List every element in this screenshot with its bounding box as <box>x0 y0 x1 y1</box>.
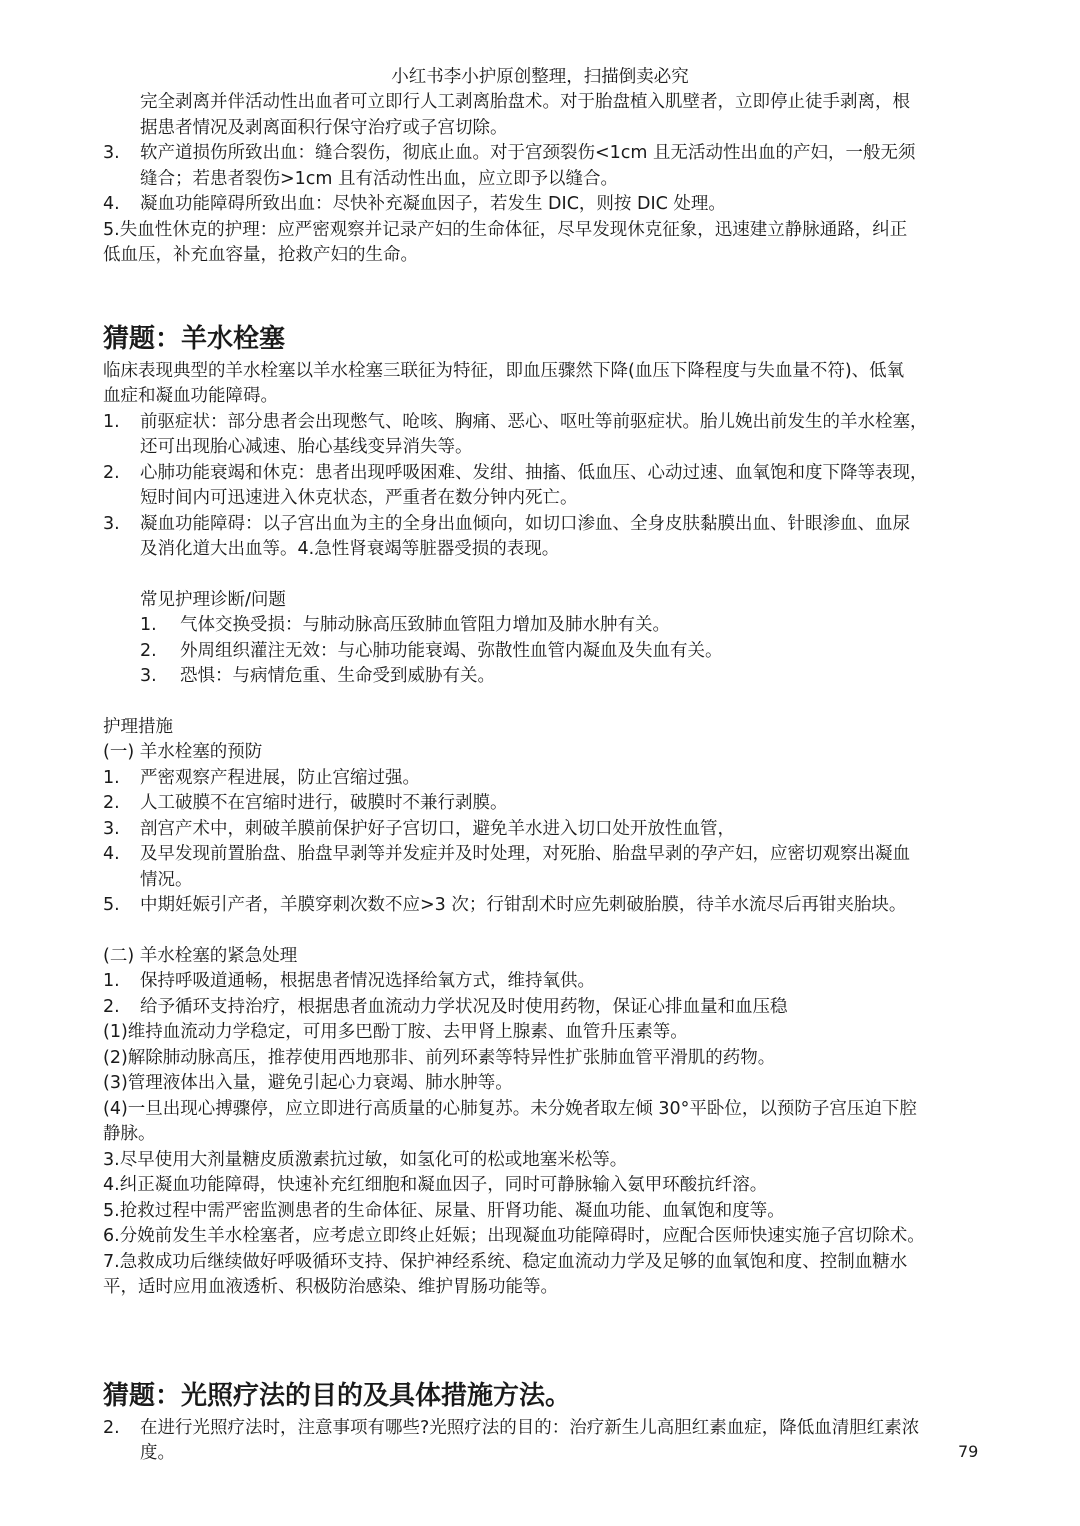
subheading-prevention: (一) 羊水栓塞的预防 <box>103 742 263 762</box>
page-header: 小红书李小护原创整理，扫描倒卖必究 <box>391 67 689 87</box>
paragraph-line: 平，适时应用血液透析、积极防治感染、维护胃肠功能等。 <box>103 1277 558 1297</box>
page-content <box>103 90 983 1467</box>
page-number: 79 <box>958 1442 979 1461</box>
paragraph-line: (3)管理液体出入量，避免引起心力衰竭、肺水肿等。 <box>103 1073 513 1093</box>
paragraph-line: 4.纠正凝血功能障碍，快速补充红细胞和凝血因子，同时可静脉输入氨甲环酸抗纤溶。 <box>103 1175 768 1195</box>
subheading-nursing-diagnosis: 常见护理诊断/问题 <box>140 589 286 610</box>
list-item: 1. 气体交换受损：与肺动脉高压致肺血管阻力增加及肺水肿有关。 <box>140 615 670 635</box>
paragraph-line: 7.急救成功后继续做好呼吸循环支持、保护神经系统、稳定血流动力学及足够的血氧饱和度、控制血糖水 <box>103 1251 908 1272</box>
paragraph-line: 3.尽早使用大剂量糖皮质激素抗过敏，如氢化可的松或地塞米松等。 <box>103 1149 628 1170</box>
paragraph-line: (2)解除肺动脉高压，推荐使用西地那非、前列环素等特异性扩张肺血管平滑肌的药物。 <box>103 1047 776 1068</box>
list-item: 4. 凝血功能障碍所致出血：尽快补充凝血因子，若发生 DIC，则按 DIC 处理。 <box>103 194 726 214</box>
paragraph-line: (4)一旦出现心搏骤停，应立即进行高质量的心肺复苏。未分娩者取左倾 30°平卧位，以预防子宫压迫下腔 <box>103 1098 917 1119</box>
list-item: 1. 前驱症状：部分患者会出现憋气、呛咳、胸痛、恶心、呕吐等前驱症状。胎儿娩出前发生的羊水栓塞， <box>103 411 928 432</box>
list-item: 3. 凝血功能障碍：以子宫出血为主的全身出血倾向，如切口渗血、全身皮肤黏膜出血、针眼渗血、血尿 <box>103 513 910 534</box>
list-item: 3. 剖宫产术中，刺破羊膜前保护好子宫切口，避免羊水进入切口处开放性血管， <box>103 818 735 839</box>
intro-line: 完全剥离并伴活动性出血者可立即行人工剥离胎盘术。对于胎盘植入肌壁者，立即停止徒手剥离，根 <box>140 92 910 112</box>
list-item-cont: 还可出现胎心减速、胎心基线变异消失等。 <box>140 437 473 457</box>
list-item: 2. 人工破膜不在宫缩时进行，破膜时不兼行剥膜。 <box>103 793 508 813</box>
paragraph-line: 5.抢救过程中需严密监测患者的生命体征、尿量、肝肾功能、凝血功能、血氧饱和度等。 <box>103 1200 785 1221</box>
list-item: 2. 心肺功能衰竭和休克：患者出现呼吸困难、发绀、抽搐、低血压、心动过速、血氧饱和度下降等表现， <box>103 462 928 483</box>
list-item-cont: 及消化道大出血等。4.急性肾衰竭等脏器受损的表现。 <box>140 539 560 559</box>
list-item: 1. 保持呼吸道通畅，根据患者情况选择给氧方式，维持氧供。 <box>103 971 595 991</box>
paragraph-line: (1)维持血流动力学稳定，可用多巴酚丁胺、去甲肾上腺素、血管升压素等。 <box>103 1022 688 1042</box>
subheading-nursing-measures: 护理措施 <box>103 716 173 737</box>
paragraph-line: 低血压，补充血容量，抢救产妇的生命。 <box>103 245 418 265</box>
subheading-emergency: (二) 羊水栓塞的紧急处理 <box>103 945 298 966</box>
intro-line: 据患者情况及剥离面积行保守治疗或子宫切除。 <box>140 117 508 138</box>
list-item-cont: 情况。 <box>140 869 193 890</box>
paragraph-line: 静脉。 <box>103 1124 156 1144</box>
list-item-cont: 短时间内可迅速进入休克状态，严重者在数分钟内死亡。 <box>140 488 578 508</box>
section-title-phototherapy: 猜题：光照疗法的目的及具体措施方法。 <box>103 1380 572 1411</box>
list-item: 2. 给予循环支持治疗，根据患者血流动力学状况及时使用药物，保证心排血量和血压稳 <box>103 996 788 1017</box>
list-item: 4. 及早发现前置胎盘、胎盘早剥等并发症并及时处理，对死胎、胎盘早剥的孕产妇，应密切观察出凝血 <box>103 844 910 864</box>
section-title-amniotic-embolism: 猜题：羊水栓塞 <box>103 323 286 354</box>
paragraph-line: 5.失血性休克的护理：应严密观察并记录产妇的生命体征，尽早发现休克征象，迅速建立静脉通路，纠正 <box>103 219 908 240</box>
list-item: 2. 外周组织灌注无效：与心肺功能衰竭、弥散性血管内凝血及失血有关。 <box>140 640 723 661</box>
list-item: 3. 软产道损伤所致出血：缝合裂伤，彻底止血。对于宫颈裂伤<1cm 且无活动性出血的产妇，一般无须 <box>103 143 916 163</box>
list-item: 1. 严密观察产程进展，防止宫缩过强。 <box>103 767 420 788</box>
list-item: 2. 在进行光照疗法时，注意事项有哪些?光照疗法的目的：治疗新生儿高胆红素血症，降低血清胆红素浓 <box>103 1417 920 1438</box>
paragraph-line: 血症和凝血功能障碍。 <box>103 386 278 406</box>
list-item: 3. 恐惧：与病情危重、生命受到威胁有关。 <box>140 666 495 686</box>
list-item-cont: 缝合；若患者裂伤>1cm 且有活动性出血，应立即予以缝合。 <box>140 168 619 189</box>
list-item-cont: 度。 <box>140 1443 175 1463</box>
list-item: 5. 中期妊娠引产者，羊膜穿刺次数不应>3 次；行钳刮术时应先刺破胎膜，待羊水流尽后再钳夹胎块。 <box>103 895 907 915</box>
paragraph-line: 6.分娩前发生羊水栓塞者，应考虑立即终止妊娠；出现凝血功能障碍时，应配合医师快速实施子宫切除术。 <box>103 1226 925 1246</box>
paragraph-line: 临床表现典型的羊水栓塞以羊水栓塞三联征为特征，即血压骤然下降(血压下降程度与失血量不符)、低氧 <box>103 360 905 381</box>
